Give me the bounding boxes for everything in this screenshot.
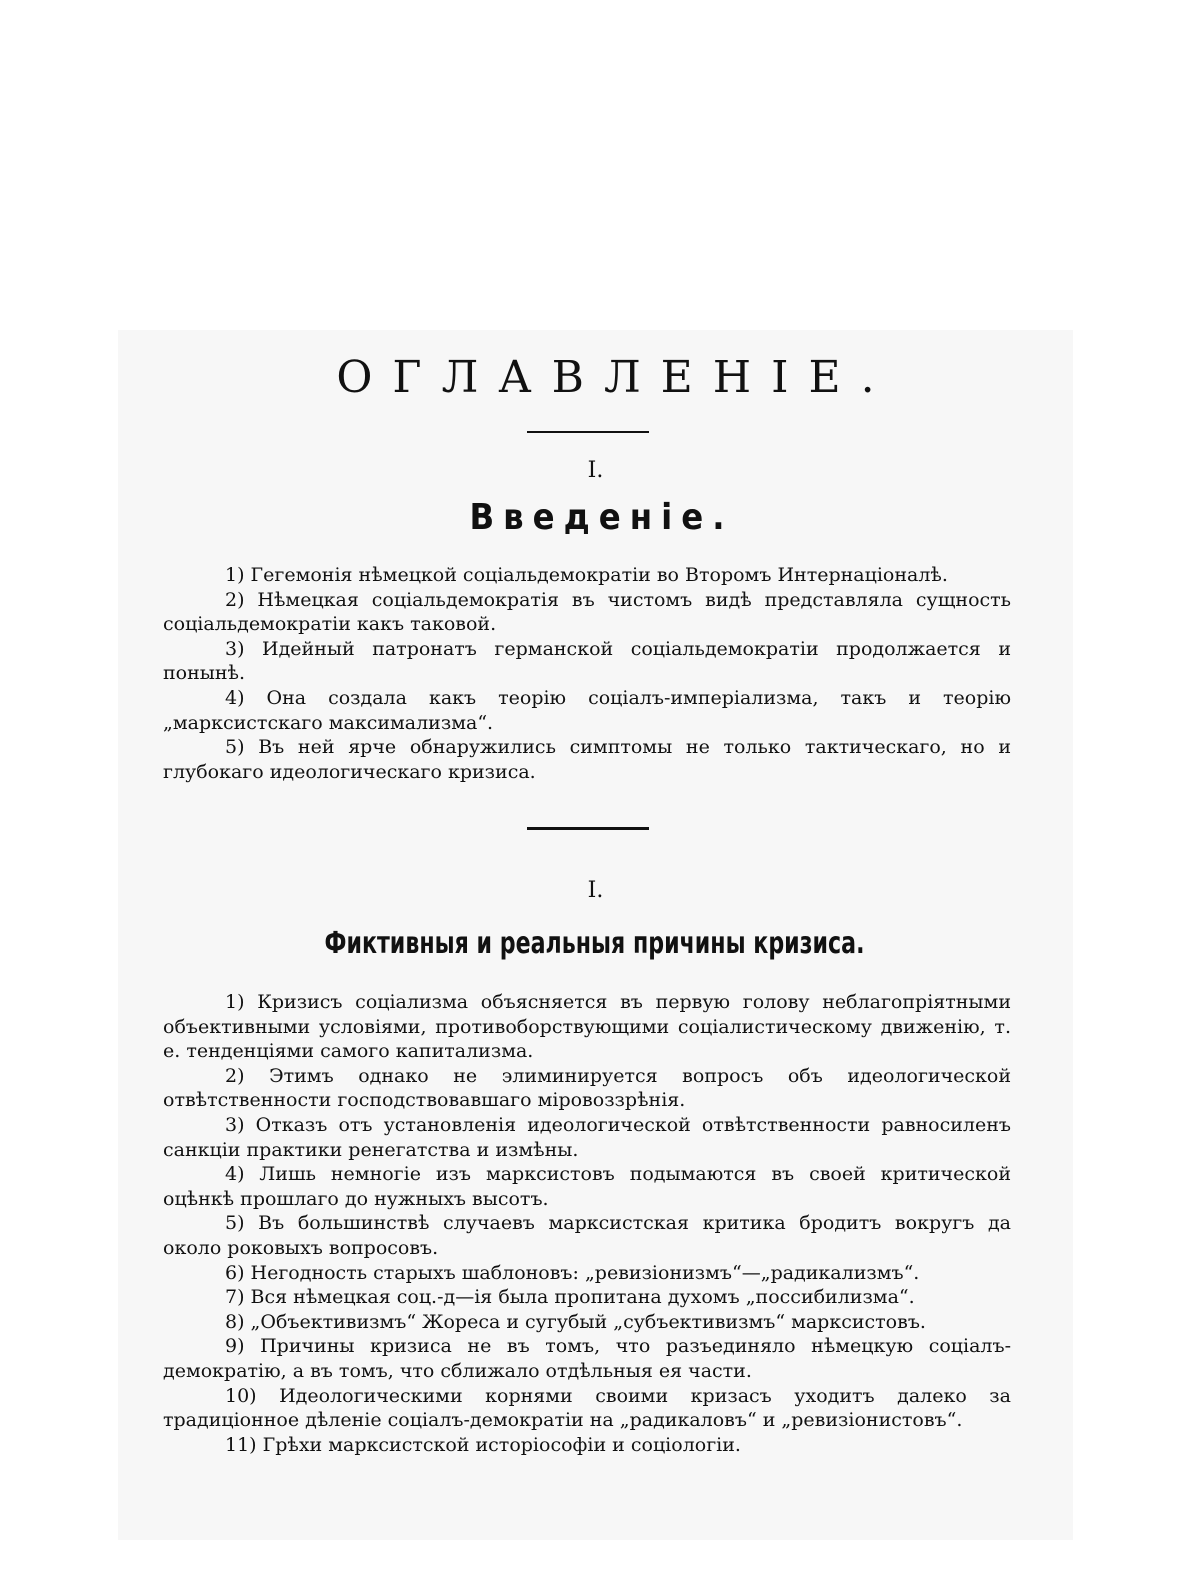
list-item: 6) Негодность старыхъ шаблоновъ: „ревизіонизмъ“—„радикализмъ“. xyxy=(225,1261,920,1284)
section-2-numeral: I. xyxy=(587,878,604,903)
list-item: 1) Гегемонія нѣмецкой соціальдемократіи во Второмъ Интернаціоналѣ. xyxy=(225,564,948,586)
section-1-heading: Введеніе. xyxy=(469,497,734,538)
title-divider xyxy=(527,431,649,433)
section-1-numeral: I. xyxy=(587,458,604,483)
list-item: 1) Кризисъ соціализма объясняется въ первую голову неблагопріятными объективными условіями, противоборствующими соціалистическому движенію, т. е. тенденціями самого капитализма. xyxy=(163,991,1011,1063)
list-item: 4) Лишь немногіе изъ марксистовъ подымаются въ своей критической оцѣнкѣ прошлаго до нужныхъ высотъ. xyxy=(163,1163,1011,1210)
page-title: ОГЛАВЛЕНІЕ. xyxy=(336,352,895,403)
list-item: 5) Въ большинствѣ случаевъ марксистская критика бродитъ вокругъ да около роковыхъ вопросовъ. xyxy=(163,1212,1011,1259)
list-item: 3) Отказъ отъ установленія идеологической отвѣтственности равносиленъ санкціи практики ренегатства и измѣны. xyxy=(163,1113,1011,1161)
list-item: 3) Идейный патронатъ германской соціальдемократіи продолжается и понынѣ. xyxy=(163,637,1011,685)
list-item: 5) Въ ней ярче обнаружились симптомы не только тактическаго, но и глубокаго идеологическаго кризиса. xyxy=(163,736,1011,783)
section-divider xyxy=(527,827,649,830)
section-2-items xyxy=(163,990,1011,1457)
list-item: 7) Вся нѣмецкая соц.-д—ія была пропитана духомъ „поссибилизма“. xyxy=(225,1286,915,1309)
list-item: 9) Причины кризиса не въ томъ, что разъединяло нѣмецкую соціалъ-демократію, а въ томъ, что сближало отдѣльныя ея части. xyxy=(163,1335,1011,1382)
list-item: 8) „Объективизмъ“ Жореса и сугубый „субъективизмъ“ марксистовъ. xyxy=(225,1310,926,1333)
list-item: 4) Она создала какъ теорію соціалъ-имперіализма, такъ и теорію „марксистскаго максимализма“. xyxy=(163,686,1011,734)
list-item: 11) Грѣхи марксистской исторіософіи и соціологіи. xyxy=(225,1433,741,1456)
section-2-heading: Фиктивныя и реальныя причины кризиса. xyxy=(324,926,865,961)
list-item: 2) Нѣмецкая соціальдемократія въ чистомъ видѣ представляла сущность соціальдемократіи какъ таковой. xyxy=(163,588,1011,636)
list-item: 10) Идеологическими корнями своими кризасъ уходитъ далеко за традиціонное дѣленіе соціалъ-демократіи на „радикаловъ“ и „ревизіонистовъ“. xyxy=(163,1384,1011,1432)
section-1-items xyxy=(163,563,1011,784)
list-item: 2) Этимъ однако не элиминируется вопросъ объ идеологической отвѣтственности господствовавшаго міровоззрѣнія. xyxy=(163,1064,1011,1112)
